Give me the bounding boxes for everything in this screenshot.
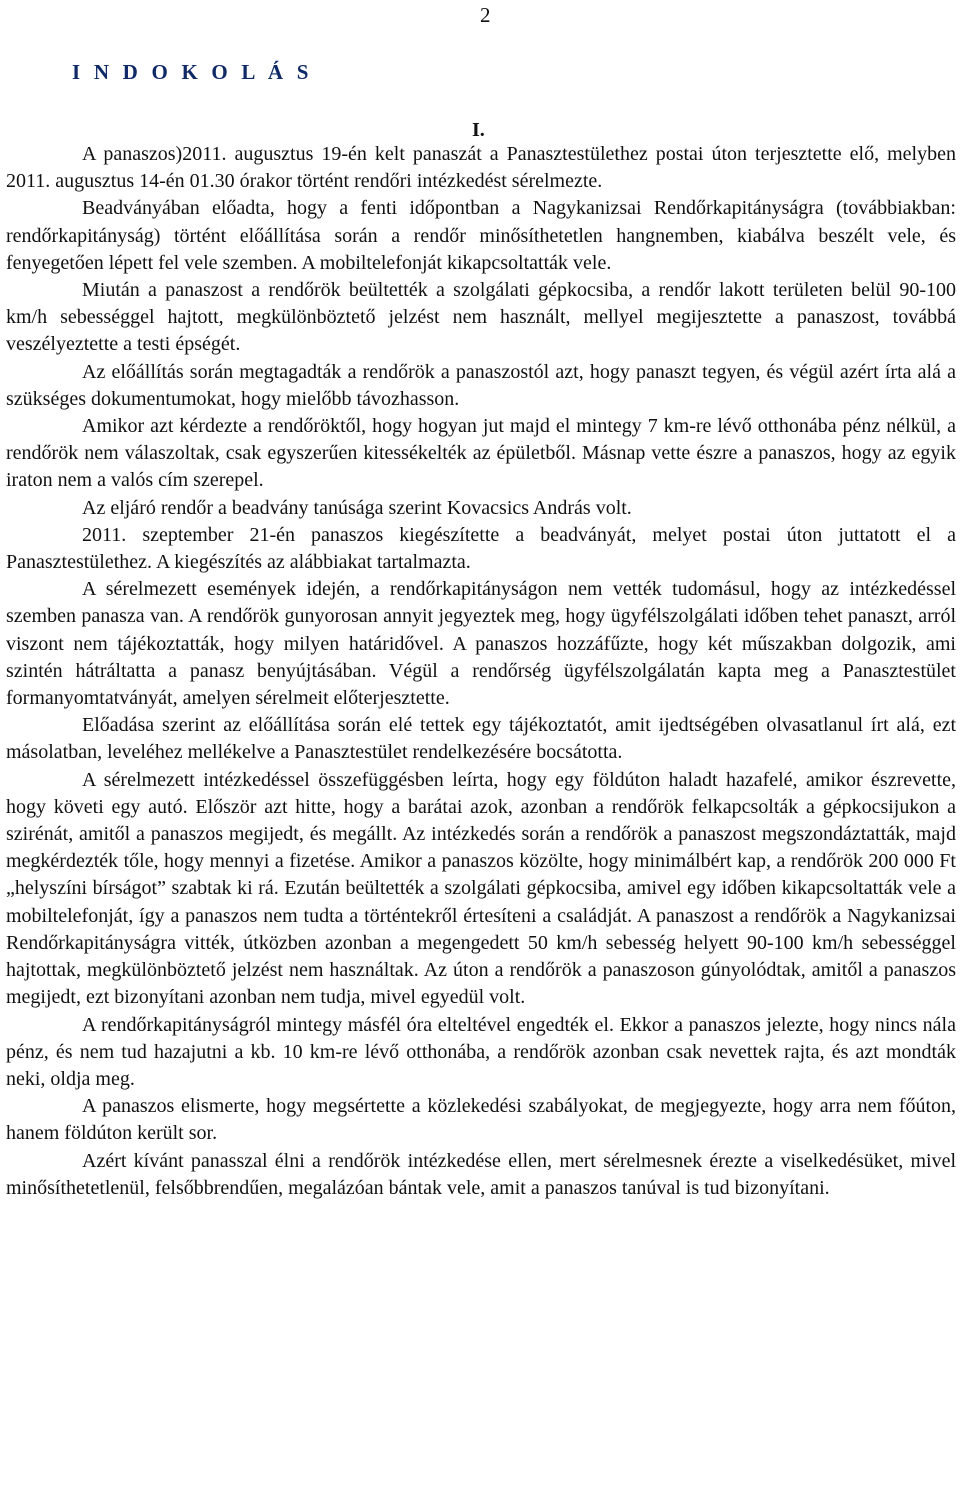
paragraph: A sérelmezett intézkedéssel összefüggésben leírta, hogy egy földúton haladt hazafelé, amikor észrevette, hogy követi egy autó. Először azt hitte, hogy a barátai azok, azonban a rendőrök felkapcsolták a gépkocsijukon a szirénát, amitől a panaszos megijedt, és megállt. Az intézkedés során a rendőrök a panaszost megszondáztatták, majd megkérdezték tőle, hogy mennyi a fizetése. Amikor a panaszos közölte, hogy minimálbért kap, a rendőrök 200 000 Ft „helyszíni bírságot” szabtak ki rá. Ezután beültették a szolgálati gépkocsiba, amivel egy időben kikapcsoltatták vele a mobiltelefonját, így a panaszos nem tudta a történtekről értesíteni a családját. A panaszost a rendőrök a Nagykanizsai Rendőrkapitányságra vitték, útközben azonban a megengedett 50 km/h sebesség helyett 90-100 km/h sebességgel hajtottak, megkülönböztető jelzést nem használtak. Az úton a rendőrök a panaszoson gúnyolódtak, amitől a panaszos megijedt, ezt bizonyítani azonban nem tudja, mivel egyedül volt. <box>6 768 956 1009</box>
paragraph: 2011. szeptember 21-én panaszos kiegészítette a beadványát, melyet postai úton juttatott el a Panasztestülethez. A kiegészítés az alábbiakat tartalmazta. <box>6 523 956 574</box>
paragraph: Amikor azt kérdezte a rendőröktől, hogy hogyan jut majd el mintegy 7 km-re lévő otthonába pénz nélkül, a rendőrök nem válaszoltak, csak egyszerűen kitessékelték az épületből. Másnap vette észre a panaszos, hogy az egyik iraton nem a valós cím szerepel. <box>6 415 956 492</box>
body-text <box>6 141 956 1202</box>
paragraph: A panaszos elismerte, hogy megsértette a közlekedési szabályokat, de megjegyezte, hogy arra nem főúton, hanem földúton került sor. <box>6 1095 956 1145</box>
paragraph: Az előállítás során megtagadták a rendőrök a panaszostól azt, hogy panaszt tegyen, és végül azért írta alá a szükséges dokumentumokat, hogy mielőbb távozhasson. <box>6 360 956 410</box>
page-number: 2 <box>480 3 491 27</box>
paragraph: Az eljáró rendőr a beadvány tanúsága szerint Kovacsics András volt. <box>82 496 632 519</box>
document-title: I N D O K O L Á S <box>72 60 313 84</box>
paragraph: Azért kívánt panasszal élni a rendőrök intézkedése ellen, mert sérelmesnek érezte a viselkedésüket, mivel minősíthetetlenül, felsőbbrendűen, megalázóan bántak vele, amit a panaszos tanúval is tud bizonyítani. <box>6 1149 956 1199</box>
paragraph: A panaszos)2011. augusztus 19-én kelt panaszát a Panasztestülethez postai úton terjesztette elő, melyben 2011. augusztus 14-én 01.30 órakor történt rendőri intézkedést sérelmezte. <box>6 143 956 193</box>
paragraph: Beadványában előadta, hogy a fenti időpontban a Nagykanizsai Rendőrkapitányságra (továbbiakban: rendőrkapitányság) történt előállítása során a rendőr minősíthetetlen hangnemben, kiabálva beszélt vele, és fenyegetően lépett fel vele szemben. A mobiltelefonját kikapcsoltatták vele. <box>6 197 956 274</box>
section-number: I. <box>472 119 485 141</box>
paragraph: Miután a panaszost a rendőrök beültették a szolgálati gépkocsiba, a rendőr lakott területen belül 90-100 km/h sebességgel hajtott, megkülönböztető jelzést nem használt, mellyel megijesztette a panaszost, továbbá veszélyeztette a testi épségét. <box>6 279 956 356</box>
paragraph: A sérelmezett események idején, a rendőrkapitányságon nem vették tudomásul, hogy az intézkedéssel szemben panasza van. A rendőrök gunyorosan annyit jegyeztek meg, hogy ügyfélszolgálati időben tehet panaszt, arról viszont nem tájékoztatták, hogy milyen határidővel. A panaszos hozzáfűzte, hogy két műszakban dolgozik, ami szintén hátráltatta a panasz benyújtásában. Végül a rendőrség ügyfélszolgálatán kapta meg a Panasztestület formanyomtatványát, amelyen sérelmeit előterjesztette. <box>6 578 956 710</box>
paragraph: A rendőrkapitányságról mintegy másfél óra elteltével engedték el. Ekkor a panaszos jelezte, hogy nincs nála pénz, és nem tud hazajutni a kb. 10 km-re lévő otthonába, a rendőrök azonban csak nevettek rajta, és azt mondták neki, oldja meg. <box>6 1013 956 1090</box>
paragraph: Előadása szerint az előállítása során elé tettek egy tájékoztatót, amit ijedtségében olvasatlanul írt alá, ezt másolatban, leveléhez mellékelve a Panasztestület rendelkezésére bocsátotta. <box>6 714 956 764</box>
